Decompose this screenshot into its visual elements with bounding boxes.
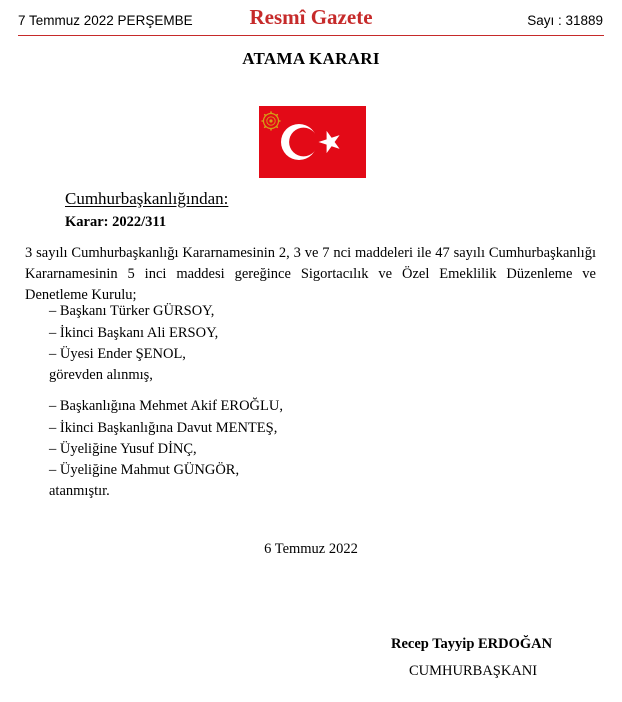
turkish-flag-icon [259,106,366,178]
appointment-item: – Üyeliğine Mahmut GÜNGÖR, [49,462,240,478]
dismissal-item: – Başkanı Türker GÜRSOY, [49,303,215,319]
decree-date: 6 Temmuz 2022 [264,541,358,557]
dismissal-closing: görevden alınmış, [49,367,153,383]
appointment-closing: atanmıştır. [49,483,110,499]
gazette-header [0,0,622,42]
issue-number: Sayı : 31889 [527,13,603,28]
signatory-name: Recep Tayyip ERDOĞAN [391,636,553,652]
issuing-institution: Cumhurbaşkanlığından: [65,189,229,208]
appointment-item: – Üyeliğine Yusuf DİNÇ, [49,441,197,457]
appointment-item: – İkinci Başkanlığına Davut MENTEŞ, [49,420,278,436]
gazette-name: Resmî Gazete [249,5,373,29]
decree-title: ATAMA KARARI [242,49,380,68]
signatory-title: CUMHURBAŞKANI [409,663,538,679]
header-rule [18,35,604,36]
dismissal-item: – Üyesi Ender ŞENOL, [49,346,186,362]
decision-number: Karar: 2022/311 [65,214,167,230]
decree-body: 3 sayılı Cumhurbaşkanlığı Kararnamesinin 2, 3 ve 7 nci maddeleri ile 47 sayılı Cumhurbaşkanlığı Kararnamesinin 5 inci maddesi gereğince Sigortacılık ve Özel Emeklilik Düzenleme ve Denetleme Kurulu; [25,245,596,303]
appointment-item: – Başkanlığına Mehmet Akif EROĞLU, [49,398,283,414]
issue-date: 7 Temmuz 2022 PERŞEMBE [18,13,193,28]
dismissal-item: – İkinci Başkanı Ali ERSOY, [49,325,219,341]
